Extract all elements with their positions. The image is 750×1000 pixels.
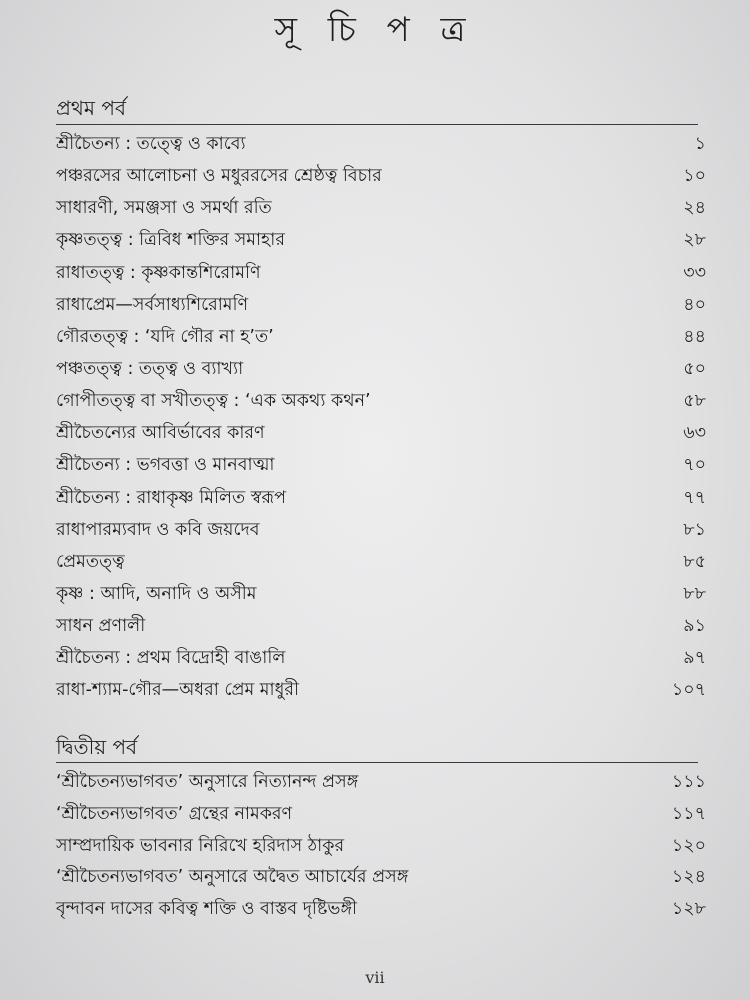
toc-entry: [56, 482, 706, 514]
toc-entry-page: ১: [694, 134, 706, 154]
toc-entry-title: ‘শ্রীচৈতন্যভাগবত’ অনুসারে নিত্যানন্দ প্রসঙ্গ: [56, 772, 359, 792]
toc-entry: [56, 224, 706, 256]
toc-entry-title: ‘শ্রীচৈতন্যভাগবত’ গ্রন্থের নামকরণ: [56, 803, 293, 824]
toc-entry-title: সাধারণী, সমঞ্জসা ও সমর্থা রতি: [56, 198, 272, 219]
toc-entry-page: ৮৮: [683, 583, 706, 604]
toc-entry-title: রাধা-শ্যাম-গৌর—অধরা প্রেম মাধুরী: [56, 680, 300, 701]
toc-entry-page: ৫০: [683, 358, 706, 379]
toc-entry-page: ১২০: [671, 835, 706, 856]
toc-list-first-part: [56, 128, 706, 707]
toc-entry: [56, 192, 706, 224]
toc-entry-page: ২৮: [683, 230, 706, 251]
toc-entry: [56, 894, 706, 926]
toc-entry-page: ১১৭: [671, 803, 706, 824]
section-heading-second-part: দ্বিতীয় পর্ব: [56, 735, 138, 759]
toc-entry-title: পঞ্চতত্ত্ব : তত্ত্ব ও ব্যাখ্যা: [56, 358, 244, 379]
toc-entry-page: ১২৮: [671, 899, 706, 920]
toc-entry: [56, 514, 706, 546]
toc-entry-page: ৯৭: [683, 648, 706, 669]
toc-entry-title: পঞ্চরসের আলোচনা ও মধুররসের শ্রেষ্ঠত্ব বিচার: [56, 166, 382, 187]
toc-entry-page: ১০৭: [671, 680, 706, 701]
toc-entry-page: ৯১: [683, 616, 706, 637]
toc-entry: [56, 546, 706, 578]
toc-entry: [56, 353, 706, 385]
toc-entry-page: ৭৭: [683, 487, 706, 508]
toc-entry: [56, 128, 706, 160]
toc-entry-page: ১০: [683, 166, 706, 187]
toc-entry: [56, 610, 706, 642]
toc-entry-title: প্রেমতত্ত্ব: [56, 551, 125, 572]
toc-entry-page: ১২৪: [671, 867, 706, 888]
toc-entry-title: শ্রীচৈতন্যের আবির্ভাবের কারণ: [56, 423, 265, 444]
toc-entry-title: শ্রীচৈতন্য : প্রথম বিদ্রোহী বাঙালি: [56, 648, 286, 669]
toc-entry-page: ৬৩: [683, 423, 706, 444]
page-title: সূ চি প ত্র: [274, 10, 476, 50]
toc-entry-page: ৩৩: [683, 262, 706, 283]
toc-entry: [56, 799, 706, 831]
toc-entry-title: ‘শ্রীচৈতন্যভাগবত’ অনুসারে অদ্বৈত আচার্যের প্রসঙ্গ: [56, 867, 409, 888]
section-divider: [56, 124, 698, 125]
section-divider: [56, 762, 698, 763]
toc-entry-title: শ্রীচৈতন্য : তত্ত্বে ও কাব্যে: [56, 134, 246, 154]
toc-entry: [56, 767, 706, 799]
toc-entry-page: ৫৮: [683, 391, 706, 412]
page-folio: vii: [365, 968, 385, 987]
toc-entry: [56, 862, 706, 894]
toc-entry-title: সাম্প্রদায়িক ভাবনার নিরিখে হরিদাস ঠাকুর: [56, 835, 345, 856]
toc-entry-title: রাধাপারম্যবাদ ও কবি জয়দেব: [56, 519, 260, 540]
toc-entry-title: শ্রীচৈতন্য : ভগবত্তা ও মানবাত্মা: [56, 455, 275, 476]
toc-entry: [56, 257, 706, 289]
toc-entry-page: ৪০: [683, 294, 706, 315]
toc-entry-title: কৃষ্ণতত্ত্ব : ত্রিবিধ শক্তির সমাহার: [56, 230, 285, 251]
toc-entry: [56, 449, 706, 481]
toc-entry-title: শ্রীচৈতন্য : রাধাকৃষ্ণ মিলিত স্বরূপ: [56, 487, 286, 508]
toc-entry: [56, 674, 706, 706]
toc-entry-page: ৭০: [683, 455, 706, 476]
toc-entry-title: কৃষ্ণ : আদি, অনাদি ও অসীম: [56, 583, 257, 604]
toc-entry: [56, 642, 706, 674]
toc-entry-title: গৌরতত্ত্ব : ‘যদি গৌর না হ’ত’: [56, 326, 274, 347]
toc-entry: [56, 321, 706, 353]
toc-entry: [56, 417, 706, 449]
toc-entry-page: ৪৪: [683, 326, 706, 347]
section-heading-first-part: প্রথম পর্ব: [56, 96, 127, 120]
toc-entry-page: ২৪: [683, 198, 706, 219]
toc-entry-title: গোপীতত্ত্ব বা সখীতত্ত্ব : ‘এক অকথ্য কথন’: [56, 391, 371, 412]
toc-entry-page: ৮১: [683, 519, 706, 540]
toc-entry-title: সাধন প্রণালী: [56, 616, 146, 637]
toc-entry: [56, 289, 706, 321]
toc-entry: [56, 385, 706, 417]
toc-entry-title: রাধাতত্ত্ব : কৃষ্ণকান্তশিরোমণি: [56, 262, 261, 283]
toc-entry-page: ৮৫: [683, 551, 706, 572]
toc-entry: [56, 578, 706, 610]
toc-entry: [56, 160, 706, 192]
toc-entry: [56, 831, 706, 863]
toc-entry-title: রাধাপ্রেম—সর্বসাধ্যশিরোমণি: [56, 294, 249, 315]
toc-entry-title: বৃন্দাবন দাসের কবিত্ব শক্তি ও বাস্তব দৃষ্টিভঙ্গী: [56, 899, 358, 920]
toc-list-second-part: [56, 767, 706, 926]
toc-entry-page: ১১১: [671, 772, 706, 792]
